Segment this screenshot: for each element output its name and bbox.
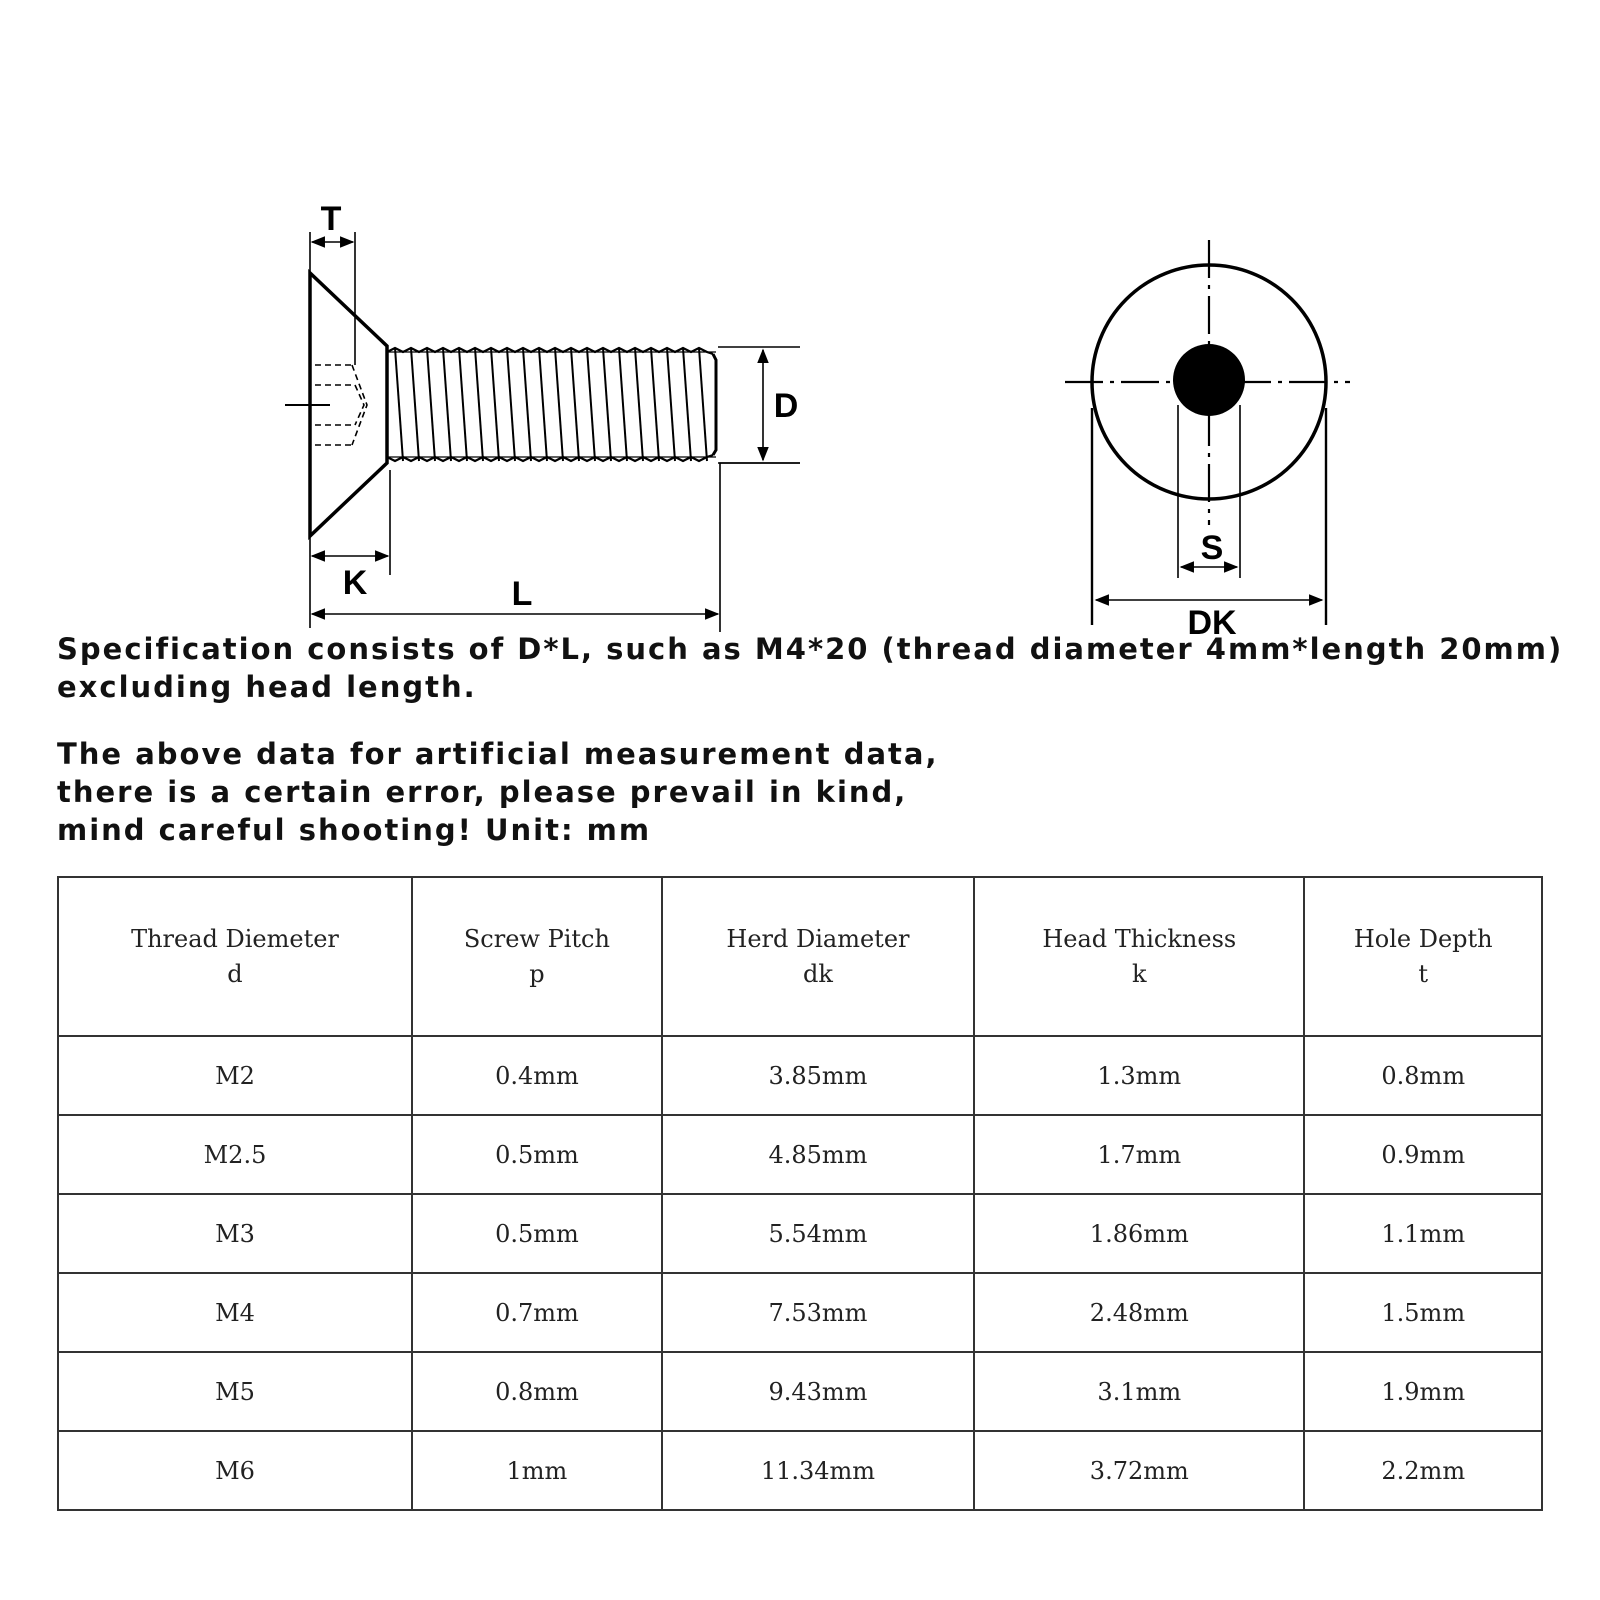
table-cell: 3.1mm: [974, 1352, 1304, 1431]
table-cell: 9.43mm: [662, 1352, 974, 1431]
thread-end: [713, 354, 716, 455]
table-cell: 11.34mm: [662, 1431, 974, 1510]
table-cell: M4: [58, 1273, 412, 1352]
table-cell: M3: [58, 1194, 412, 1273]
table-cell: M2: [58, 1036, 412, 1115]
table-row: [58, 1352, 1542, 1431]
note-line: Specification consists of D*L, such as M4*20 (thread diameter 4mm*length 20mm): [57, 632, 1564, 666]
table-row: [58, 1036, 1542, 1115]
table-cell: 4.85mm: [662, 1115, 974, 1194]
thread-top-profile: [387, 348, 713, 354]
table-cell: 3.72mm: [974, 1431, 1304, 1510]
label-l: L: [511, 575, 533, 613]
table-cell: 1.86mm: [974, 1194, 1304, 1273]
table-cell: 0.9mm: [1304, 1115, 1542, 1194]
note-line: mind careful shooting! Unit: mm: [57, 813, 652, 847]
table-row: [58, 1194, 1542, 1273]
specification-note: [57, 630, 1563, 706]
header-thread-diameter: Thread Diemeter d: [58, 877, 412, 1036]
table-cell: 1.5mm: [1304, 1273, 1542, 1352]
header-head-diameter: Herd Diameter dk: [662, 877, 974, 1036]
table-row: [58, 1115, 1542, 1194]
table-cell: 0.5mm: [412, 1115, 662, 1194]
dimension-l: [312, 463, 800, 632]
screw-threaded-shank: [387, 348, 716, 461]
table-cell: 2.2mm: [1304, 1431, 1542, 1510]
table-cell: M2.5: [58, 1115, 412, 1194]
table-cell: 1mm: [412, 1431, 662, 1510]
table-cell: 5.54mm: [662, 1194, 974, 1273]
table-cell: 3.85mm: [662, 1036, 974, 1115]
table-cell: 7.53mm: [662, 1273, 974, 1352]
table-cell: 1.7mm: [974, 1115, 1304, 1194]
header-screw-pitch: Screw Pitch p: [412, 877, 662, 1036]
label-dk: DK: [1187, 604, 1237, 640]
thread-crests: [387, 348, 707, 461]
hex-socket-circle: [1173, 344, 1245, 416]
label-s: S: [1200, 529, 1224, 567]
screw-dimension-diagram: [0, 0, 1600, 640]
label-d: D: [773, 387, 799, 425]
table-cell: 1.1mm: [1304, 1194, 1542, 1273]
note-line: there is a certain error, please prevail in kind,: [57, 775, 908, 809]
table-cell: 0.8mm: [412, 1352, 662, 1431]
table-cell: 1.9mm: [1304, 1352, 1542, 1431]
size-specification-table: [57, 876, 1543, 1511]
screw-top-view: [1065, 240, 1350, 625]
table-header-row: [58, 877, 1542, 1036]
note-line: excluding head length.: [57, 670, 477, 704]
table-cell: M5: [58, 1352, 412, 1431]
table-cell: 2.48mm: [974, 1273, 1304, 1352]
table-cell: 0.5mm: [412, 1194, 662, 1273]
table-row: [58, 1273, 1542, 1352]
table-cell: M6: [58, 1431, 412, 1510]
table-cell: 0.4mm: [412, 1036, 662, 1115]
table-cell: 1.3mm: [974, 1036, 1304, 1115]
header-head-thickness: Head Thickness k: [974, 877, 1304, 1036]
header-hole-depth: Hole Depth t: [1304, 877, 1542, 1036]
table-cell: 0.7mm: [412, 1273, 662, 1352]
label-t: T: [320, 200, 342, 238]
measurement-disclaimer: [57, 735, 938, 849]
table-row: [58, 1431, 1542, 1510]
label-k: K: [342, 564, 368, 602]
note-line: The above data for artificial measurement data,: [57, 737, 939, 771]
table-cell: 0.8mm: [1304, 1036, 1542, 1115]
